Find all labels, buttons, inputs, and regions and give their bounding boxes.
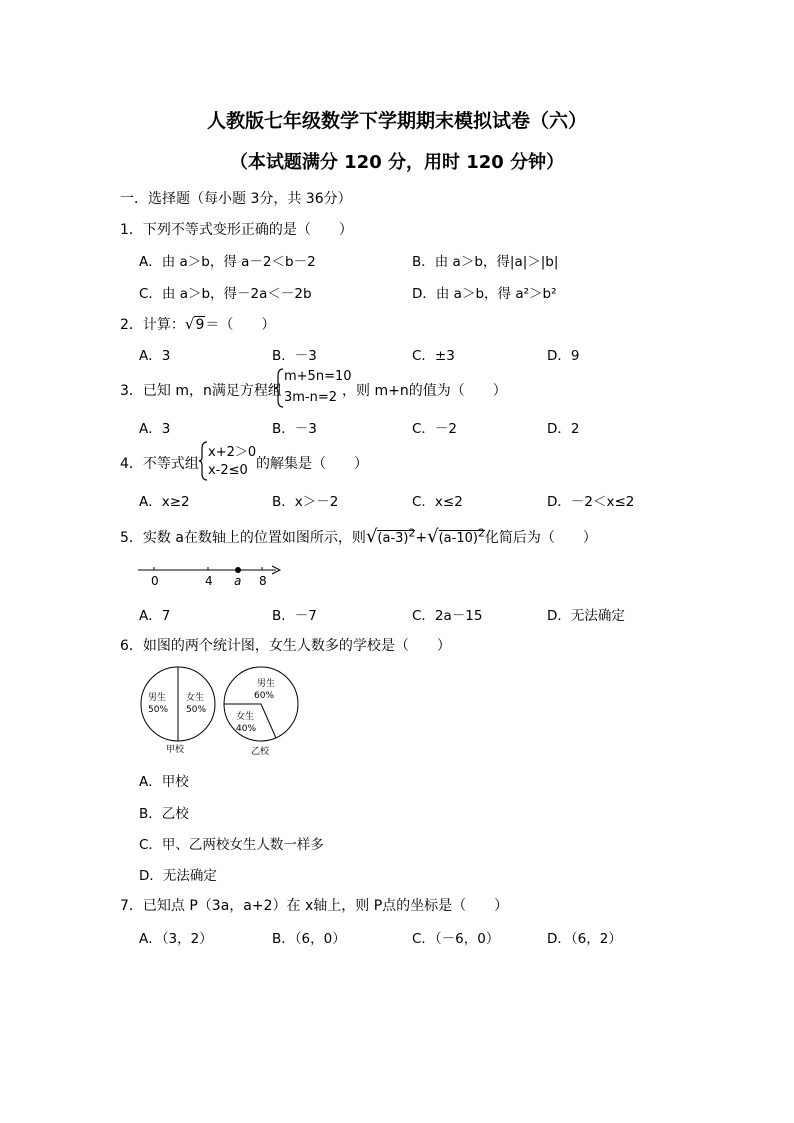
question-2-radicand: 9 [195,317,205,333]
point-a [235,567,241,573]
question-5-option-b: B．－7 [272,608,317,624]
page-title: 人教版七年级数学下学期期末模拟试卷（六） [206,110,587,132]
pie-1-name: 甲校 [166,745,185,755]
pie-2-boy-percent: 60% [254,691,275,701]
pie-2-girl-label: 女生 [236,712,255,722]
question-3-option-d: D．2 [547,421,580,437]
label-4: 4 [205,574,213,588]
question-4-inequality-1: x+2＞0 [208,445,257,460]
question-2-stem [120,314,275,334]
question-1-option-a: A．由 a＞b，得 a－2＜b－2 [139,254,316,270]
question-5-radicand-1 [377,526,416,546]
sqrt-sign: √ [365,526,378,547]
plus-sign: + [415,530,428,546]
sqrt-sign: √ [427,526,439,547]
question-5-suffix: 化简后为（ ） [484,530,597,546]
question-4-prefix: 4．不等式组 [120,456,199,472]
question-3-option-a: A．3 [139,421,171,437]
pie-charts [136,664,306,758]
question-7-stem: 7．已知点 P（3a，a+2）在 x轴上，则 P点的坐标是（ ） [120,898,509,914]
pie-1-boy-label: 男生 [148,693,167,703]
sqrt-sign: √ [184,315,195,333]
label-a: a [234,574,242,588]
question-3-equation-1: m+5n=10 [284,369,352,384]
exponent: 2 [408,526,416,540]
question-6-option-c: C．甲、乙两校女生人数一样多 [139,837,324,853]
question-2-prefix: 2．计算： [120,317,185,333]
question-5-option-d: D．无法确定 [547,608,625,624]
page-subtitle: （本试题满分 120 分，用时 120 分钟） [229,152,565,173]
label-8: 8 [259,574,267,588]
question-6-option-a: A．甲校 [139,774,189,790]
left-brace [198,441,208,481]
label-0: 0 [151,574,159,588]
question-7-option-b: B．（6，0） [272,931,346,947]
question-3-option-c: C．－2 [412,421,458,437]
question-2-option-a: A．3 [139,348,171,364]
pie-2-boy-label: 男生 [257,679,276,689]
question-7-option-d: D．（6，2） [547,931,622,947]
question-4-inequality-2: x-2≤0 [208,463,248,478]
number-line [136,560,286,588]
question-1-option-c: C．由 a＞b，得－2a＜－2b [139,286,312,302]
pie-1-boy-percent: 50% [148,705,169,715]
question-3-prefix: 3．已知 m，n满足方程组 [120,383,282,399]
section-heading: 一．选择题（每小题 3分，共 36分） [120,191,352,207]
question-7-option-a: A．（3，2） [139,931,213,947]
question-6-stem: 6．如图的两个统计图，女生人数多的学校是（ ） [120,638,451,654]
question-4-option-a: A．x≥2 [139,494,190,510]
question-5-option-c: C．2a－15 [412,608,483,624]
question-4-option-c: C．x≤2 [412,494,463,510]
pie-2-girl-percent: 40% [236,724,257,734]
radicand-2-base: (a-10) [438,531,478,546]
question-2-option-c: C．±3 [412,348,455,364]
question-5-radicand-2 [438,526,485,546]
question-1-option-b: B．由 a＞b，得|a|＞|b| [412,254,559,270]
question-2-option-d: D．9 [547,348,580,364]
question-5-prefix: 5．实数 a在数轴上的位置如图所示，则 [120,530,366,546]
pie-1-girl-percent: 50% [186,705,207,715]
question-3-suffix: ，则 m+n的值为（ ） [342,383,507,399]
left-brace [274,368,284,408]
question-4-option-b: B．x＞－2 [272,494,339,510]
question-3-option-b: B．－3 [272,421,317,437]
pie-1-girl-label: 女生 [186,693,205,703]
question-6-option-b: B．乙校 [139,806,189,822]
question-4-option-d: D．－2＜x≤2 [547,494,635,510]
radicand-1-base: (a-3) [377,531,409,546]
question-2-option-b: B．－3 [272,348,317,364]
question-2-suffix: ＝（ ） [205,317,276,333]
question-5-stem [120,526,597,547]
question-1-stem: 1．下列不等式变形正确的是（ ） [120,222,353,238]
exponent: 2 [477,526,485,540]
question-4-suffix: 的解集是（ ） [256,456,368,472]
question-1-option-d: D．由 a＞b，得 a²＞b² [412,286,557,302]
question-5-option-a: A．7 [139,608,171,624]
question-7-option-c: C．（－6，0） [412,931,500,947]
question-3-equation-2: 3m-n=2 [284,390,338,405]
question-6-option-d: D．无法确定 [139,868,217,884]
pie-2-name: 乙校 [251,747,270,757]
